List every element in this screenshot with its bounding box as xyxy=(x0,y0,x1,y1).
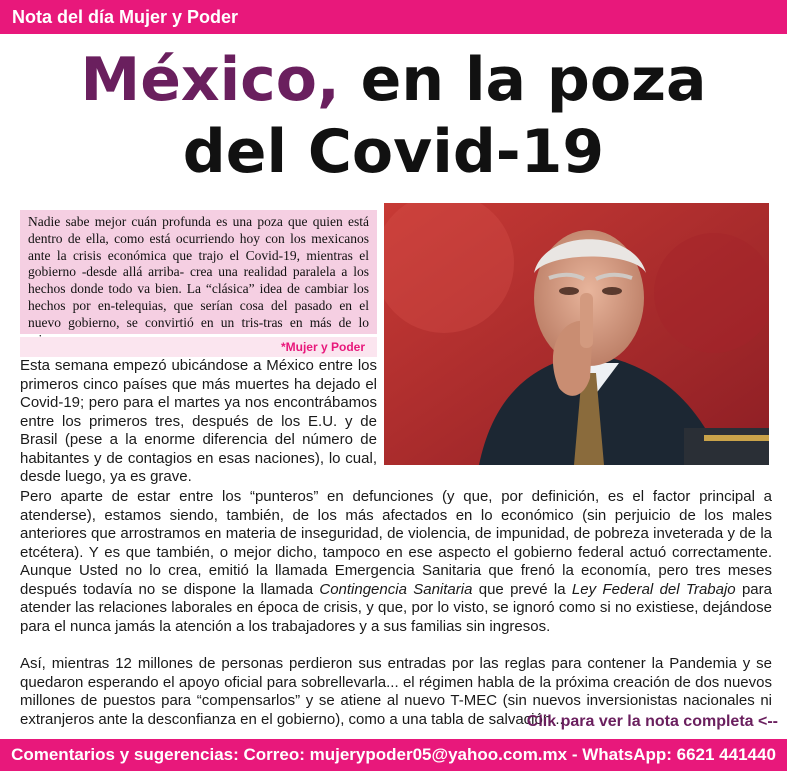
read-more-link[interactable]: Clik para ver la nota completa <-- xyxy=(526,713,778,730)
body-paragraph-2-emphasis-1: Contingencia Sanitaria xyxy=(319,580,473,598)
body-paragraph-2-part-a: Pero aparte de estar entre los “punteros” en defunciones (y que, por definición, es el factor principal a atenderse), estamos siendo, también, de los más afectados en lo económico (sin perjuicio de los males anteriores que arrostramos en materia de inseguridad, de violencia, de impunidad, de pobreza inveterada y de la etcétera). Y es que también, o mejor dicho, tampoco en ese aspecto el gobierno federal actuó correctamente. Aunque Usted no lo crea, emitió la llamada Emergencia Sanitaria que frenó la economía, pero tres meses después todavía no se dispone la llamada xyxy=(20,488,772,598)
headline-line2: del Covid-19 xyxy=(182,117,605,187)
section-tag: Nota del día Mujer y Poder xyxy=(0,0,400,34)
body-paragraph-1: Esta semana empezó ubicándose a México entre los primeros cinco países que más muertes ha dejado el Covid-19; pero para el martes ya nos encontrábamos entre los primeros tres, después de los E.U. y de Brasil (pese a la enorme diferencia del número de habitantes y de contagios en esas naciones), lo cual, desde luego, ya es grave. xyxy=(20,357,377,485)
headline xyxy=(0,44,787,188)
body-paragraph-2-emphasis-2: Ley Federal del Trabajo xyxy=(571,580,736,598)
lead-summary: Nadie sabe mejor cuán profunda es una poza que quien está dentro de ella, como está ocurriendo hoy con los mexicanos ante la crisis económica que trajo el Covid-19, mientras el gobierno -desde allá arriba- crea una realidad paralela a los hechos donde todo va bien. La “clásica” idea de cambiar los hechos por en-telequias, que serían cosa del pasado en el nuevo gobierno, se convirtió en un tris-tras en más de lo xyxy=(20,210,377,334)
lead-credit: *Mujer y Poder xyxy=(20,337,377,357)
article-photo xyxy=(384,203,769,465)
headline-line1-rest: en la poza xyxy=(339,45,707,115)
body-paragraph-2-part-c: para atender las relaciones laborales en época de crisis, y que, por lo visto, se ignoró como si no existiese, dejándose para el nunca jamás la atención a los trabajadores y a sus familias sin ingresos. xyxy=(20,580,772,635)
top-divider xyxy=(0,31,787,34)
photo-illustration xyxy=(384,203,769,465)
headline-accent: México, xyxy=(80,45,340,115)
body-paragraph-2-part-b: que prevé la xyxy=(472,580,572,598)
top-bar xyxy=(0,0,787,34)
body-paragraph-3: Así, mientras 12 millones de personas perdieron sus entradas por las reglas para contener la Pandemia y se quedaron esperando el apoyo oficial para sobrellevarla... el régimen habla de la próxima creación de dos nuevos millones de puestos para “compensarlos” y se atiene al nuevo T-MEC (sin nuevos inversionistas nacionales ni extranjeros ante la desconfianza en el gobierno), como a una tabla de salvación... xyxy=(20,655,772,728)
body-paragraph-2 xyxy=(20,488,772,636)
footer-contact: Comentarios y sugerencias: Correo: mujerypoder05@yahoo.com.mx - WhatsApp: 6621 441440 xyxy=(0,739,787,771)
